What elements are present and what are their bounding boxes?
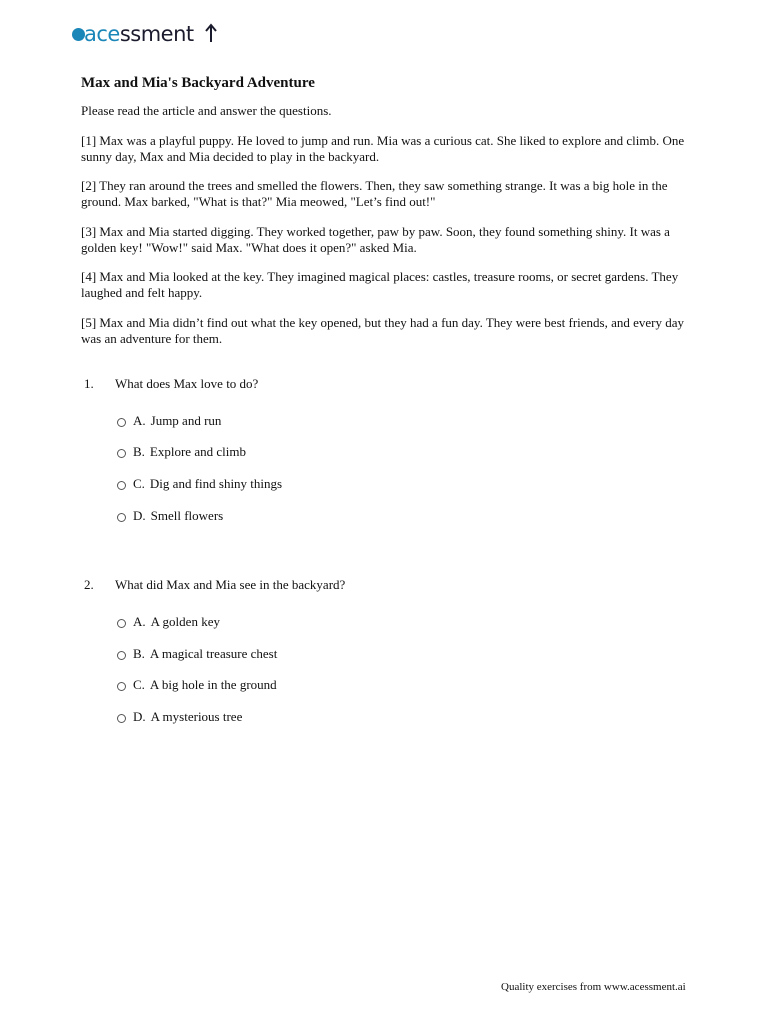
radio-icon[interactable] xyxy=(117,682,126,691)
option-text: A mysterious tree xyxy=(150,709,243,724)
question-2-number: 2. xyxy=(84,577,94,592)
footer-credit: Quality exercises from www.acessment.ai xyxy=(501,981,686,993)
paragraph-4: [4] Max and Mia looked at the key. They imagined magical places: castles, treasure rooms, or secret gardens. They laughed and felt happy. xyxy=(81,269,679,300)
option-letter: C. xyxy=(133,476,145,491)
option-letter: D. xyxy=(133,508,146,523)
paragraph-2: [2] They ran around the trees and smelled the flowers. Then, they saw something strange. It was a big hole in the ground. Max barked, "What is that?" Mia meowed, "Let’s find out!" xyxy=(81,178,668,209)
option-letter: C. xyxy=(133,677,145,692)
radio-icon[interactable] xyxy=(117,513,126,522)
q1-option-c[interactable] xyxy=(117,476,282,492)
paragraph-5: [5] Max and Mia didn’t find out what the key opened, but they had a fun day. They were best friends, and every day was an adventure for them. xyxy=(81,315,685,346)
radio-icon[interactable] xyxy=(117,714,126,723)
option-letter: A. xyxy=(133,614,146,629)
q2-option-b[interactable] xyxy=(117,646,277,662)
paragraph-1: [1] Max was a playful puppy. He loved to jump and run. Mia was a curious cat. She liked to explore and climb. One sunny day, Max and Mia decided to play in the backyard. xyxy=(81,133,685,164)
option-text: A big hole in the ground xyxy=(149,677,277,692)
radio-icon[interactable] xyxy=(117,449,126,458)
option-text: A magical treasure chest xyxy=(149,646,278,661)
question-2-text: What did Max and Mia see in the backyard? xyxy=(115,577,346,592)
acessment-logo xyxy=(72,20,216,48)
q1-option-d[interactable] xyxy=(117,508,223,524)
radio-icon[interactable] xyxy=(117,619,126,628)
option-text: Explore and climb xyxy=(149,444,246,459)
logo-wordmark xyxy=(84,20,194,48)
option-letter: B. xyxy=(133,444,145,459)
option-text: Smell flowers xyxy=(150,508,224,523)
option-letter: A. xyxy=(133,413,146,428)
radio-icon[interactable] xyxy=(117,651,126,660)
question-1-text: What does Max love to do? xyxy=(115,376,259,391)
option-text: A golden key xyxy=(150,614,220,629)
option-letter: B. xyxy=(133,646,145,661)
instructions: Please read the article and answer the questions. xyxy=(81,103,332,118)
option-letter: D. xyxy=(133,709,146,724)
question-1-number: 1. xyxy=(84,376,94,391)
q1-option-b[interactable] xyxy=(117,444,246,460)
option-text: Dig and find shiny things xyxy=(149,476,283,491)
paragraph-3: [3] Max and Mia started digging. They worked together, paw by paw. Soon, they found something shiny. It was a golden key! "Wow!" said Max. "What does it open?" asked Mia. xyxy=(81,224,670,255)
q2-option-a[interactable] xyxy=(117,614,220,630)
q2-option-c[interactable] xyxy=(117,677,277,693)
article-title: Max and Mia's Backyard Adventure xyxy=(81,75,315,91)
radio-icon[interactable] xyxy=(117,481,126,490)
logo-arrow-icon xyxy=(204,22,218,44)
q2-option-d[interactable] xyxy=(117,709,242,725)
option-text: Jump and run xyxy=(150,413,222,428)
logo-text-ace: ace xyxy=(84,22,120,46)
radio-icon[interactable] xyxy=(117,418,126,427)
logo-text-ssment: ssment xyxy=(119,22,194,46)
q1-option-a[interactable] xyxy=(117,413,221,429)
